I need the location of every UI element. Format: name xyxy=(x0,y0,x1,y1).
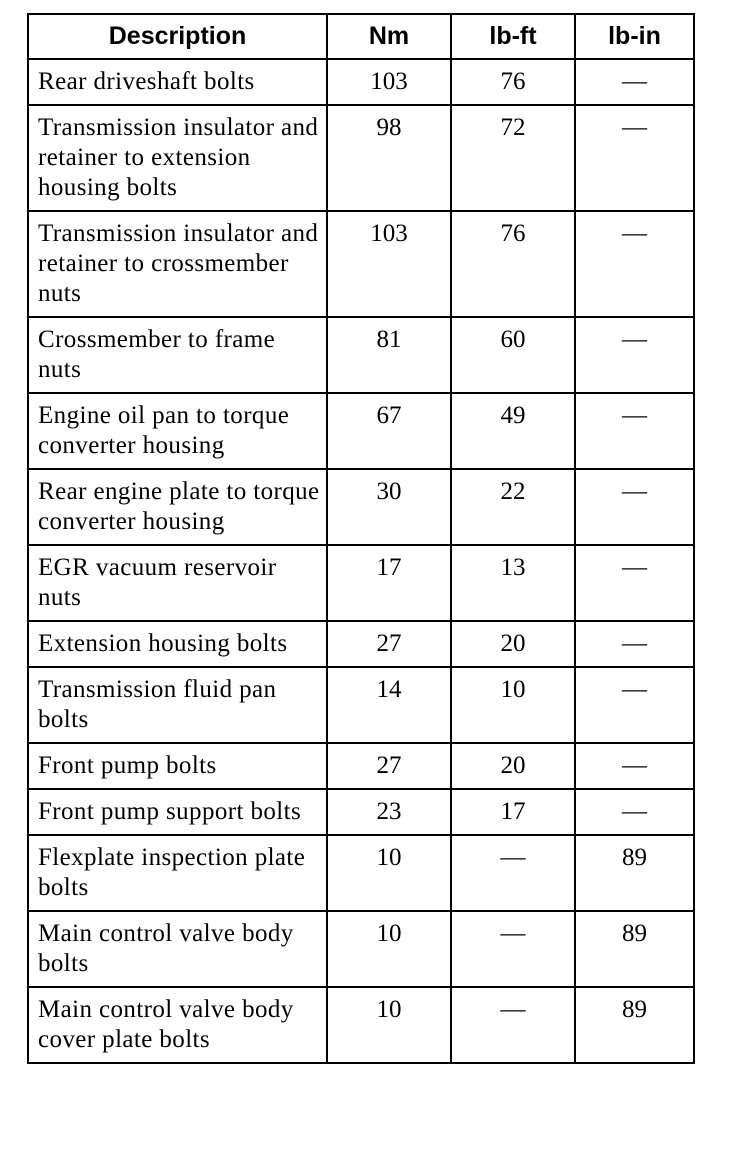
lbin-cell: 89 xyxy=(575,835,694,911)
table-row xyxy=(28,105,694,211)
nm-cell: 98 xyxy=(327,105,451,211)
lbin-cell: — xyxy=(575,621,694,667)
nm-cell: 67 xyxy=(327,393,451,469)
table-row xyxy=(28,987,694,1063)
table-row xyxy=(28,911,694,987)
lbin-cell: — xyxy=(575,743,694,789)
table-row xyxy=(28,789,694,835)
table-row xyxy=(28,835,694,911)
description-cell: EGR vacuum reservoir nuts xyxy=(28,545,327,621)
table-row xyxy=(28,317,694,393)
lbft-cell: 20 xyxy=(451,743,575,789)
description-cell: Front pump support bolts xyxy=(28,789,327,835)
header-description: Description xyxy=(28,14,327,59)
lbin-cell: — xyxy=(575,105,694,211)
table-row xyxy=(28,545,694,621)
nm-cell: 10 xyxy=(327,987,451,1063)
table-row xyxy=(28,621,694,667)
description-cell: Engine oil pan to torque converter housing xyxy=(28,393,327,469)
description-cell: Rear engine plate to torque converter housing xyxy=(28,469,327,545)
lbft-cell: 10 xyxy=(451,667,575,743)
nm-cell: 17 xyxy=(327,545,451,621)
lbin-cell: — xyxy=(575,469,694,545)
nm-cell: 10 xyxy=(327,835,451,911)
description-cell: Front pump bolts xyxy=(28,743,327,789)
lbft-cell: 13 xyxy=(451,545,575,621)
lbft-cell: 72 xyxy=(451,105,575,211)
header-nm: Nm xyxy=(327,14,451,59)
lbft-cell: 49 xyxy=(451,393,575,469)
nm-cell: 27 xyxy=(327,743,451,789)
lbft-cell: 76 xyxy=(451,211,575,317)
description-cell: Extension housing bolts xyxy=(28,621,327,667)
header-row xyxy=(28,14,694,59)
nm-cell: 81 xyxy=(327,317,451,393)
lbin-cell: — xyxy=(575,667,694,743)
lbin-cell: — xyxy=(575,317,694,393)
lbft-cell: 20 xyxy=(451,621,575,667)
table-row xyxy=(28,469,694,545)
table-row xyxy=(28,211,694,317)
lbft-cell: — xyxy=(451,911,575,987)
lbft-cell: 17 xyxy=(451,789,575,835)
torque-spec-table xyxy=(27,13,695,1064)
nm-cell: 30 xyxy=(327,469,451,545)
lbft-cell: 22 xyxy=(451,469,575,545)
lbin-cell: — xyxy=(575,393,694,469)
description-cell: Rear driveshaft bolts xyxy=(28,59,327,105)
lbin-cell: — xyxy=(575,789,694,835)
description-cell: Transmission insulator and retainer to extension housing bolts xyxy=(28,105,327,211)
lbft-cell: — xyxy=(451,835,575,911)
lbin-cell: 89 xyxy=(575,987,694,1063)
lbin-cell: — xyxy=(575,545,694,621)
description-cell: Main control valve body bolts xyxy=(28,911,327,987)
lbin-cell: — xyxy=(575,211,694,317)
description-cell: Transmission insulator and retainer to crossmember nuts xyxy=(28,211,327,317)
nm-cell: 27 xyxy=(327,621,451,667)
description-cell: Flexplate inspection plate bolts xyxy=(28,835,327,911)
lbin-cell: 89 xyxy=(575,911,694,987)
lbft-cell: — xyxy=(451,987,575,1063)
lbin-cell: — xyxy=(575,59,694,105)
description-cell: Main control valve body cover plate bolts xyxy=(28,987,327,1063)
table-row xyxy=(28,743,694,789)
table-row xyxy=(28,393,694,469)
lbft-cell: 60 xyxy=(451,317,575,393)
nm-cell: 14 xyxy=(327,667,451,743)
table-row xyxy=(28,59,694,105)
description-cell: Crossmember to frame nuts xyxy=(28,317,327,393)
table-row xyxy=(28,667,694,743)
nm-cell: 10 xyxy=(327,911,451,987)
header-lbft: lb-ft xyxy=(451,14,575,59)
description-cell: Transmission fluid pan bolts xyxy=(28,667,327,743)
lbft-cell: 76 xyxy=(451,59,575,105)
nm-cell: 23 xyxy=(327,789,451,835)
header-lbin: lb-in xyxy=(575,14,694,59)
nm-cell: 103 xyxy=(327,211,451,317)
nm-cell: 103 xyxy=(327,59,451,105)
